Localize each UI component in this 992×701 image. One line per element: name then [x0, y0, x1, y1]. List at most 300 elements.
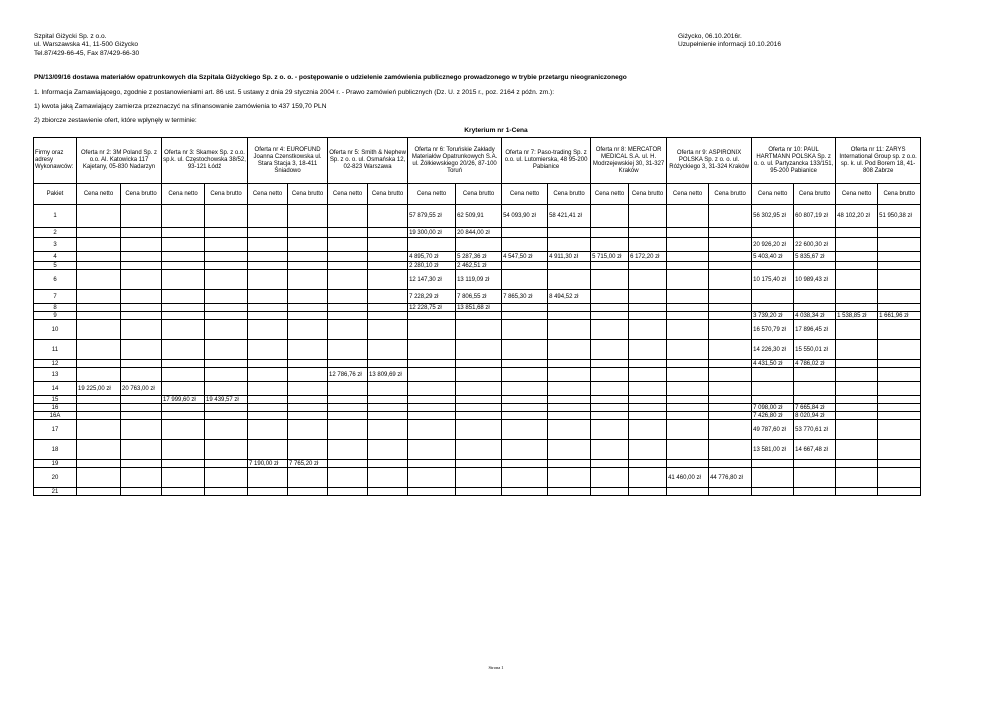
net-price-cell	[408, 412, 456, 420]
gross-price-cell	[794, 304, 836, 312]
net-price-cell: 7 865,30 zł	[502, 290, 548, 304]
net-price-cell: 49 787,60 zł	[752, 420, 794, 440]
gross-price-cell	[121, 360, 162, 368]
net-price-cell	[248, 488, 288, 496]
gross-price-cell: 8 020,94 zł	[794, 412, 836, 420]
pakiet-number: 16A	[34, 412, 77, 420]
gross-price-cell	[629, 396, 667, 404]
net-price-cell: 4 547,50 zł	[502, 252, 548, 262]
gross-price-cell	[205, 382, 248, 396]
net-price-header: Cena netto	[328, 184, 368, 205]
pakiet-number: 11	[34, 340, 77, 360]
gross-price-cell: 20 844,00 zł	[456, 228, 502, 238]
net-price-cell	[408, 368, 456, 382]
pakiet-number: 19	[34, 460, 77, 468]
gross-price-cell	[629, 468, 667, 488]
gross-price-cell	[548, 340, 591, 360]
gross-price-cell	[709, 262, 752, 270]
net-price-cell	[77, 368, 121, 382]
net-price-cell	[667, 340, 709, 360]
net-price-cell	[591, 360, 629, 368]
gross-price-cell	[368, 290, 408, 304]
net-price-cell	[591, 468, 629, 488]
net-price-cell	[667, 320, 709, 340]
gross-price-cell	[368, 468, 408, 488]
net-price-cell	[591, 262, 629, 270]
gross-price-cell	[548, 262, 591, 270]
net-price-cell	[591, 320, 629, 340]
gross-price-cell	[878, 488, 921, 496]
net-price-header: Cena netto	[752, 184, 794, 205]
net-price-cell	[752, 228, 794, 238]
gross-price-cell	[878, 270, 921, 290]
table-row	[34, 312, 921, 320]
net-price-cell	[328, 270, 368, 290]
net-price-cell	[502, 340, 548, 360]
net-price-cell	[502, 468, 548, 488]
net-price-cell: 7 190,00 zł	[248, 460, 288, 468]
gross-price-cell	[121, 460, 162, 468]
pakiet-number: 15	[34, 396, 77, 404]
net-price-cell	[77, 312, 121, 320]
gross-price-cell	[368, 262, 408, 270]
net-price-header: Cena netto	[248, 184, 288, 205]
table-row	[34, 368, 921, 382]
pakiet-number: 16	[34, 404, 77, 412]
net-price-cell	[77, 488, 121, 496]
pakiet-number: 17	[34, 420, 77, 440]
offers-table	[33, 137, 921, 496]
offer-header-1: Oferta nr 2: 3M Poland Sp. z o.o. Al. Katowicka 117 Kajetany, 05-830 Nadarzyn	[77, 138, 162, 184]
gross-price-cell	[878, 460, 921, 468]
net-price-cell	[667, 228, 709, 238]
net-price-cell: 14 226,30 zł	[752, 340, 794, 360]
gross-price-cell	[794, 228, 836, 238]
net-price-cell	[591, 340, 629, 360]
gross-price-cell	[205, 262, 248, 270]
firms-label: Firmy oraz adresy Wykonawców:	[34, 138, 77, 184]
net-price-cell	[248, 420, 288, 440]
gross-price-cell	[629, 312, 667, 320]
gross-price-cell	[794, 262, 836, 270]
gross-price-cell: 22 600,30 zł	[794, 238, 836, 252]
net-price-cell	[667, 304, 709, 312]
offer-header-5: Oferta nr 6: Toruńskie Zakłady Materiałów Opatrunkowych S.A. ul. Żółkiewskiego 20/26, 87-100 Toruń	[408, 138, 502, 184]
table-row	[34, 320, 921, 340]
gross-price-cell	[548, 404, 591, 412]
gross-price-cell	[709, 205, 752, 228]
gross-price-cell	[794, 396, 836, 404]
net-price-cell	[408, 488, 456, 496]
gross-price-cell	[205, 205, 248, 228]
gross-price-cell	[368, 238, 408, 252]
gross-price-cell: 60 807,19 zł	[794, 205, 836, 228]
gross-price-cell	[121, 320, 162, 340]
gross-price-cell	[794, 460, 836, 468]
gross-price-cell	[878, 420, 921, 440]
net-price-cell	[248, 340, 288, 360]
gross-price-cell	[205, 290, 248, 304]
net-price-cell	[248, 205, 288, 228]
net-price-cell: 16 570,79 zł	[752, 320, 794, 340]
net-price-cell	[591, 488, 629, 496]
gross-price-cell	[878, 404, 921, 412]
gross-price-cell	[878, 440, 921, 460]
net-price-cell	[77, 340, 121, 360]
net-price-cell	[752, 262, 794, 270]
pakiet-number: 18	[34, 440, 77, 460]
gross-price-cell	[121, 252, 162, 262]
net-price-cell	[752, 290, 794, 304]
gross-price-cell: 15 550,01 zł	[794, 340, 836, 360]
gross-price-cell	[456, 440, 502, 460]
gross-price-cell	[709, 312, 752, 320]
net-price-cell	[667, 312, 709, 320]
gross-price-cell	[121, 404, 162, 412]
gross-price-cell	[456, 238, 502, 252]
net-price-cell	[408, 468, 456, 488]
net-price-cell	[248, 238, 288, 252]
gross-price-cell	[794, 290, 836, 304]
gross-price-cell	[878, 262, 921, 270]
gross-price-cell	[548, 412, 591, 420]
net-price-header: Cena netto	[836, 184, 878, 205]
net-price-cell: 4 431,50 zł	[752, 360, 794, 368]
gross-price-cell	[456, 404, 502, 412]
gross-price-cell	[709, 340, 752, 360]
gross-price-cell	[794, 488, 836, 496]
gross-price-cell	[548, 420, 591, 440]
net-price-cell	[328, 488, 368, 496]
gross-price-cell	[288, 360, 328, 368]
gross-price-cell	[709, 396, 752, 404]
offer-header-6: Oferta nr 7: Paso-trading Sp. z o.o. ul. Lutomierska, 48 95-200 Pabianice	[502, 138, 591, 184]
gross-price-cell	[121, 290, 162, 304]
gross-price-cell	[121, 228, 162, 238]
net-price-cell	[591, 396, 629, 404]
net-price-cell	[667, 404, 709, 412]
gross-price-cell	[288, 488, 328, 496]
gross-price-cell	[548, 270, 591, 290]
gross-price-cell	[205, 368, 248, 382]
gross-price-cell	[205, 420, 248, 440]
net-price-cell	[77, 290, 121, 304]
gross-price-cell	[878, 304, 921, 312]
gross-price-cell	[709, 412, 752, 420]
gross-price-cell	[629, 270, 667, 290]
net-price-cell	[248, 382, 288, 396]
net-price-cell	[328, 460, 368, 468]
net-price-cell	[408, 396, 456, 404]
net-price-cell: 13 581,00 zł	[752, 440, 794, 460]
gross-price-cell	[456, 360, 502, 368]
gross-price-cell: 62 509,91	[456, 205, 502, 228]
gross-price-cell	[288, 368, 328, 382]
net-price-cell	[836, 468, 878, 488]
gross-price-cell	[456, 320, 502, 340]
gross-price-cell: 7 806,55 zł	[456, 290, 502, 304]
gross-price-cell	[548, 382, 591, 396]
net-price-cell	[752, 382, 794, 396]
gross-price-cell	[288, 404, 328, 412]
gross-price-cell	[629, 228, 667, 238]
net-price-cell	[836, 270, 878, 290]
net-price-cell	[162, 270, 205, 290]
net-price-cell	[408, 340, 456, 360]
gross-price-cell: 5 835,67 zł	[794, 252, 836, 262]
net-price-cell: 48 102,20 zł	[836, 205, 878, 228]
table-row	[34, 340, 921, 360]
gross-price-cell: 13 851,68 zł	[456, 304, 502, 312]
gross-price-cell	[709, 228, 752, 238]
gross-price-cell	[205, 270, 248, 290]
gross-price-cell	[548, 488, 591, 496]
gross-price-cell	[288, 340, 328, 360]
net-price-cell	[328, 382, 368, 396]
net-price-cell	[836, 412, 878, 420]
sender-address: Szpital Giżycki Sp. z o.o. ul. Warszawska 41, 11-500 Giżycko Tel.87/429-66-45, Fax 87/429-66-30	[34, 33, 140, 57]
table-row	[34, 488, 921, 496]
net-price-cell	[667, 382, 709, 396]
net-price-cell: 12 228,75 zł	[408, 304, 456, 312]
gross-price-cell	[205, 468, 248, 488]
gross-price-cell	[629, 368, 667, 382]
net-price-cell	[328, 396, 368, 404]
gross-price-header: Cena brutto	[288, 184, 328, 205]
gross-price-cell	[709, 368, 752, 382]
table-row	[34, 304, 921, 312]
net-price-cell	[162, 412, 205, 420]
net-price-cell: 12 786,76 zł	[328, 368, 368, 382]
gross-price-cell: 4 911,30 zł	[548, 252, 591, 262]
gross-price-cell	[456, 412, 502, 420]
net-price-cell	[248, 404, 288, 412]
net-price-cell	[836, 460, 878, 468]
net-price-cell	[328, 228, 368, 238]
net-price-cell	[162, 290, 205, 304]
gross-price-cell	[368, 488, 408, 496]
table-row	[34, 238, 921, 252]
gross-price-cell: 6 172,20 zł	[629, 252, 667, 262]
gross-price-cell: 58 421,41 zł	[548, 205, 591, 228]
gross-price-cell	[629, 205, 667, 228]
net-price-cell	[752, 460, 794, 468]
gross-price-cell	[629, 238, 667, 252]
table-row	[34, 382, 921, 396]
net-price-cell	[591, 404, 629, 412]
table-row	[34, 290, 921, 304]
gross-price-cell: 2 462,51 zł	[456, 262, 502, 270]
offer-header-4: Oferta nr 5: Smith & Nephew Sp. z o. o. ul. Osmańska 12, 02-823 Warszawa	[328, 138, 408, 184]
gross-price-header: Cena brutto	[794, 184, 836, 205]
net-price-cell: 19 225,00 zł	[77, 382, 121, 396]
gross-price-cell	[368, 382, 408, 396]
gross-price-cell: 13 119,09 zł	[456, 270, 502, 290]
net-price-cell	[836, 340, 878, 360]
net-price-cell	[836, 262, 878, 270]
gross-price-cell	[878, 252, 921, 262]
gross-price-cell	[709, 320, 752, 340]
table-row	[34, 205, 921, 228]
net-price-cell	[667, 460, 709, 468]
table-row	[34, 228, 921, 238]
net-price-cell	[502, 440, 548, 460]
net-price-cell	[836, 368, 878, 382]
table-row	[34, 396, 921, 404]
gross-price-cell: 5 287,36 zł	[456, 252, 502, 262]
net-price-cell	[248, 228, 288, 238]
gross-price-cell	[878, 238, 921, 252]
gross-price-cell	[368, 228, 408, 238]
gross-price-cell	[709, 304, 752, 312]
pakiet-number: 9	[34, 312, 77, 320]
net-price-cell	[77, 440, 121, 460]
net-price-cell: 17 999,60 zł	[162, 396, 205, 404]
offer-header-10: Oferta nr 11: ZARYS International Group sp. z o.o. sp. k. ul. Pod Borem 18, 41-808 Zabrze	[836, 138, 921, 184]
net-price-cell	[162, 360, 205, 368]
net-price-cell: 19 300,00 zł	[408, 228, 456, 238]
gross-price-cell	[121, 340, 162, 360]
gross-price-cell	[878, 396, 921, 404]
gross-price-cell	[205, 304, 248, 312]
net-price-cell	[591, 270, 629, 290]
net-price-cell	[77, 360, 121, 368]
net-price-cell	[408, 460, 456, 468]
legal-info: 1. Informacja Zamawiającego, zgodnie z postanowieniami art. 86 ust. 5 ustawy z dnia 29 stycznia 2004 r. - Prawo zamówień publicznych (Dz. U. z 2015 r., poz. 2164 z późn. zm.):	[34, 89, 555, 96]
gross-price-cell	[121, 420, 162, 440]
net-price-cell	[162, 304, 205, 312]
gross-price-cell	[288, 304, 328, 312]
net-price-cell	[667, 360, 709, 368]
gross-price-cell	[205, 488, 248, 496]
net-price-cell	[328, 468, 368, 488]
gross-price-cell	[368, 360, 408, 368]
net-price-cell	[248, 320, 288, 340]
net-price-cell	[591, 440, 629, 460]
gross-price-cell	[878, 468, 921, 488]
gross-price-cell	[205, 404, 248, 412]
gross-price-cell: 44 776,80 zł	[709, 468, 752, 488]
net-price-cell	[77, 420, 121, 440]
net-price-cell	[502, 360, 548, 368]
net-price-cell	[667, 290, 709, 304]
net-price-cell	[408, 440, 456, 460]
offer-header-9: Oferta nr 10: PAUL HARTMANN POLSKA Sp. z o. o. ul. Partyzancka 133/151, 95-200 Pabianice	[752, 138, 836, 184]
net-price-cell: 10 175,40 zł	[752, 270, 794, 290]
gross-price-cell	[548, 396, 591, 404]
net-price-cell	[328, 440, 368, 460]
gross-price-cell	[205, 440, 248, 460]
net-price-cell	[162, 228, 205, 238]
table-row	[34, 360, 921, 368]
table-row	[34, 252, 921, 262]
net-price-cell	[502, 312, 548, 320]
net-price-cell	[248, 290, 288, 304]
net-price-cell	[162, 404, 205, 412]
net-price-cell	[77, 320, 121, 340]
net-price-cell	[752, 488, 794, 496]
net-price-header: Cena netto	[408, 184, 456, 205]
gross-price-cell	[456, 396, 502, 404]
gross-price-cell	[629, 382, 667, 396]
net-price-cell	[591, 312, 629, 320]
net-price-cell	[752, 304, 794, 312]
table-row	[34, 404, 921, 412]
pakiet-number: 6	[34, 270, 77, 290]
net-price-cell	[836, 440, 878, 460]
gross-price-cell	[288, 205, 328, 228]
gross-price-cell	[456, 382, 502, 396]
net-price-header: Cena netto	[502, 184, 548, 205]
net-price-cell: 41 460,00 zł	[667, 468, 709, 488]
gross-price-cell	[548, 440, 591, 460]
net-price-cell	[162, 238, 205, 252]
table-row	[34, 468, 921, 488]
gross-price-cell	[288, 440, 328, 460]
offer-header-8: Oferta nr 9: ASPIRONIX POLSKA Sp. z o. o. ul. Różyckiego 3, 31-324 Kraków	[667, 138, 752, 184]
gross-price-cell	[709, 382, 752, 396]
gross-price-cell: 53 770,61 zł	[794, 420, 836, 440]
gross-price-cell	[629, 340, 667, 360]
gross-price-cell	[205, 412, 248, 420]
net-price-cell	[836, 488, 878, 496]
net-price-cell	[502, 320, 548, 340]
net-price-cell	[502, 460, 548, 468]
gross-price-cell	[288, 252, 328, 262]
gross-price-cell	[368, 320, 408, 340]
net-price-cell	[408, 420, 456, 440]
net-price-cell	[408, 382, 456, 396]
gross-price-cell	[709, 440, 752, 460]
net-price-cell	[162, 320, 205, 340]
net-price-cell	[162, 488, 205, 496]
net-price-cell	[248, 368, 288, 382]
gross-price-cell	[629, 290, 667, 304]
net-price-cell	[77, 270, 121, 290]
net-price-cell: 3 739,20 zł	[752, 312, 794, 320]
gross-price-cell	[288, 228, 328, 238]
net-price-cell	[667, 488, 709, 496]
net-price-cell	[162, 262, 205, 270]
net-price-cell: 56 302,95 zł	[752, 205, 794, 228]
gross-price-cell	[368, 270, 408, 290]
gross-price-cell	[456, 340, 502, 360]
net-price-cell	[591, 420, 629, 440]
net-price-cell	[248, 304, 288, 312]
gross-price-cell	[548, 320, 591, 340]
gross-price-cell	[456, 368, 502, 382]
offer-header-3: Oferta nr 4: EUROFUND Joanna Czenstkowska ul. Stara Stacja 3, 18-411 Śniadowo	[248, 138, 328, 184]
gross-price-cell	[288, 312, 328, 320]
gross-price-cell	[121, 440, 162, 460]
gross-price-cell	[629, 404, 667, 412]
gross-price-cell	[288, 290, 328, 304]
gross-price-cell	[878, 290, 921, 304]
net-price-cell	[836, 420, 878, 440]
net-price-cell	[502, 488, 548, 496]
net-price-cell: 1 538,85 zł	[836, 312, 878, 320]
gross-price-cell	[368, 304, 408, 312]
gross-price-cell	[548, 468, 591, 488]
net-price-cell	[836, 404, 878, 412]
gross-price-cell	[709, 238, 752, 252]
pakiet-number: 21	[34, 488, 77, 496]
net-price-cell	[667, 396, 709, 404]
net-price-cell	[77, 205, 121, 228]
net-price-cell	[77, 396, 121, 404]
net-price-cell	[77, 262, 121, 270]
net-price-cell	[248, 468, 288, 488]
